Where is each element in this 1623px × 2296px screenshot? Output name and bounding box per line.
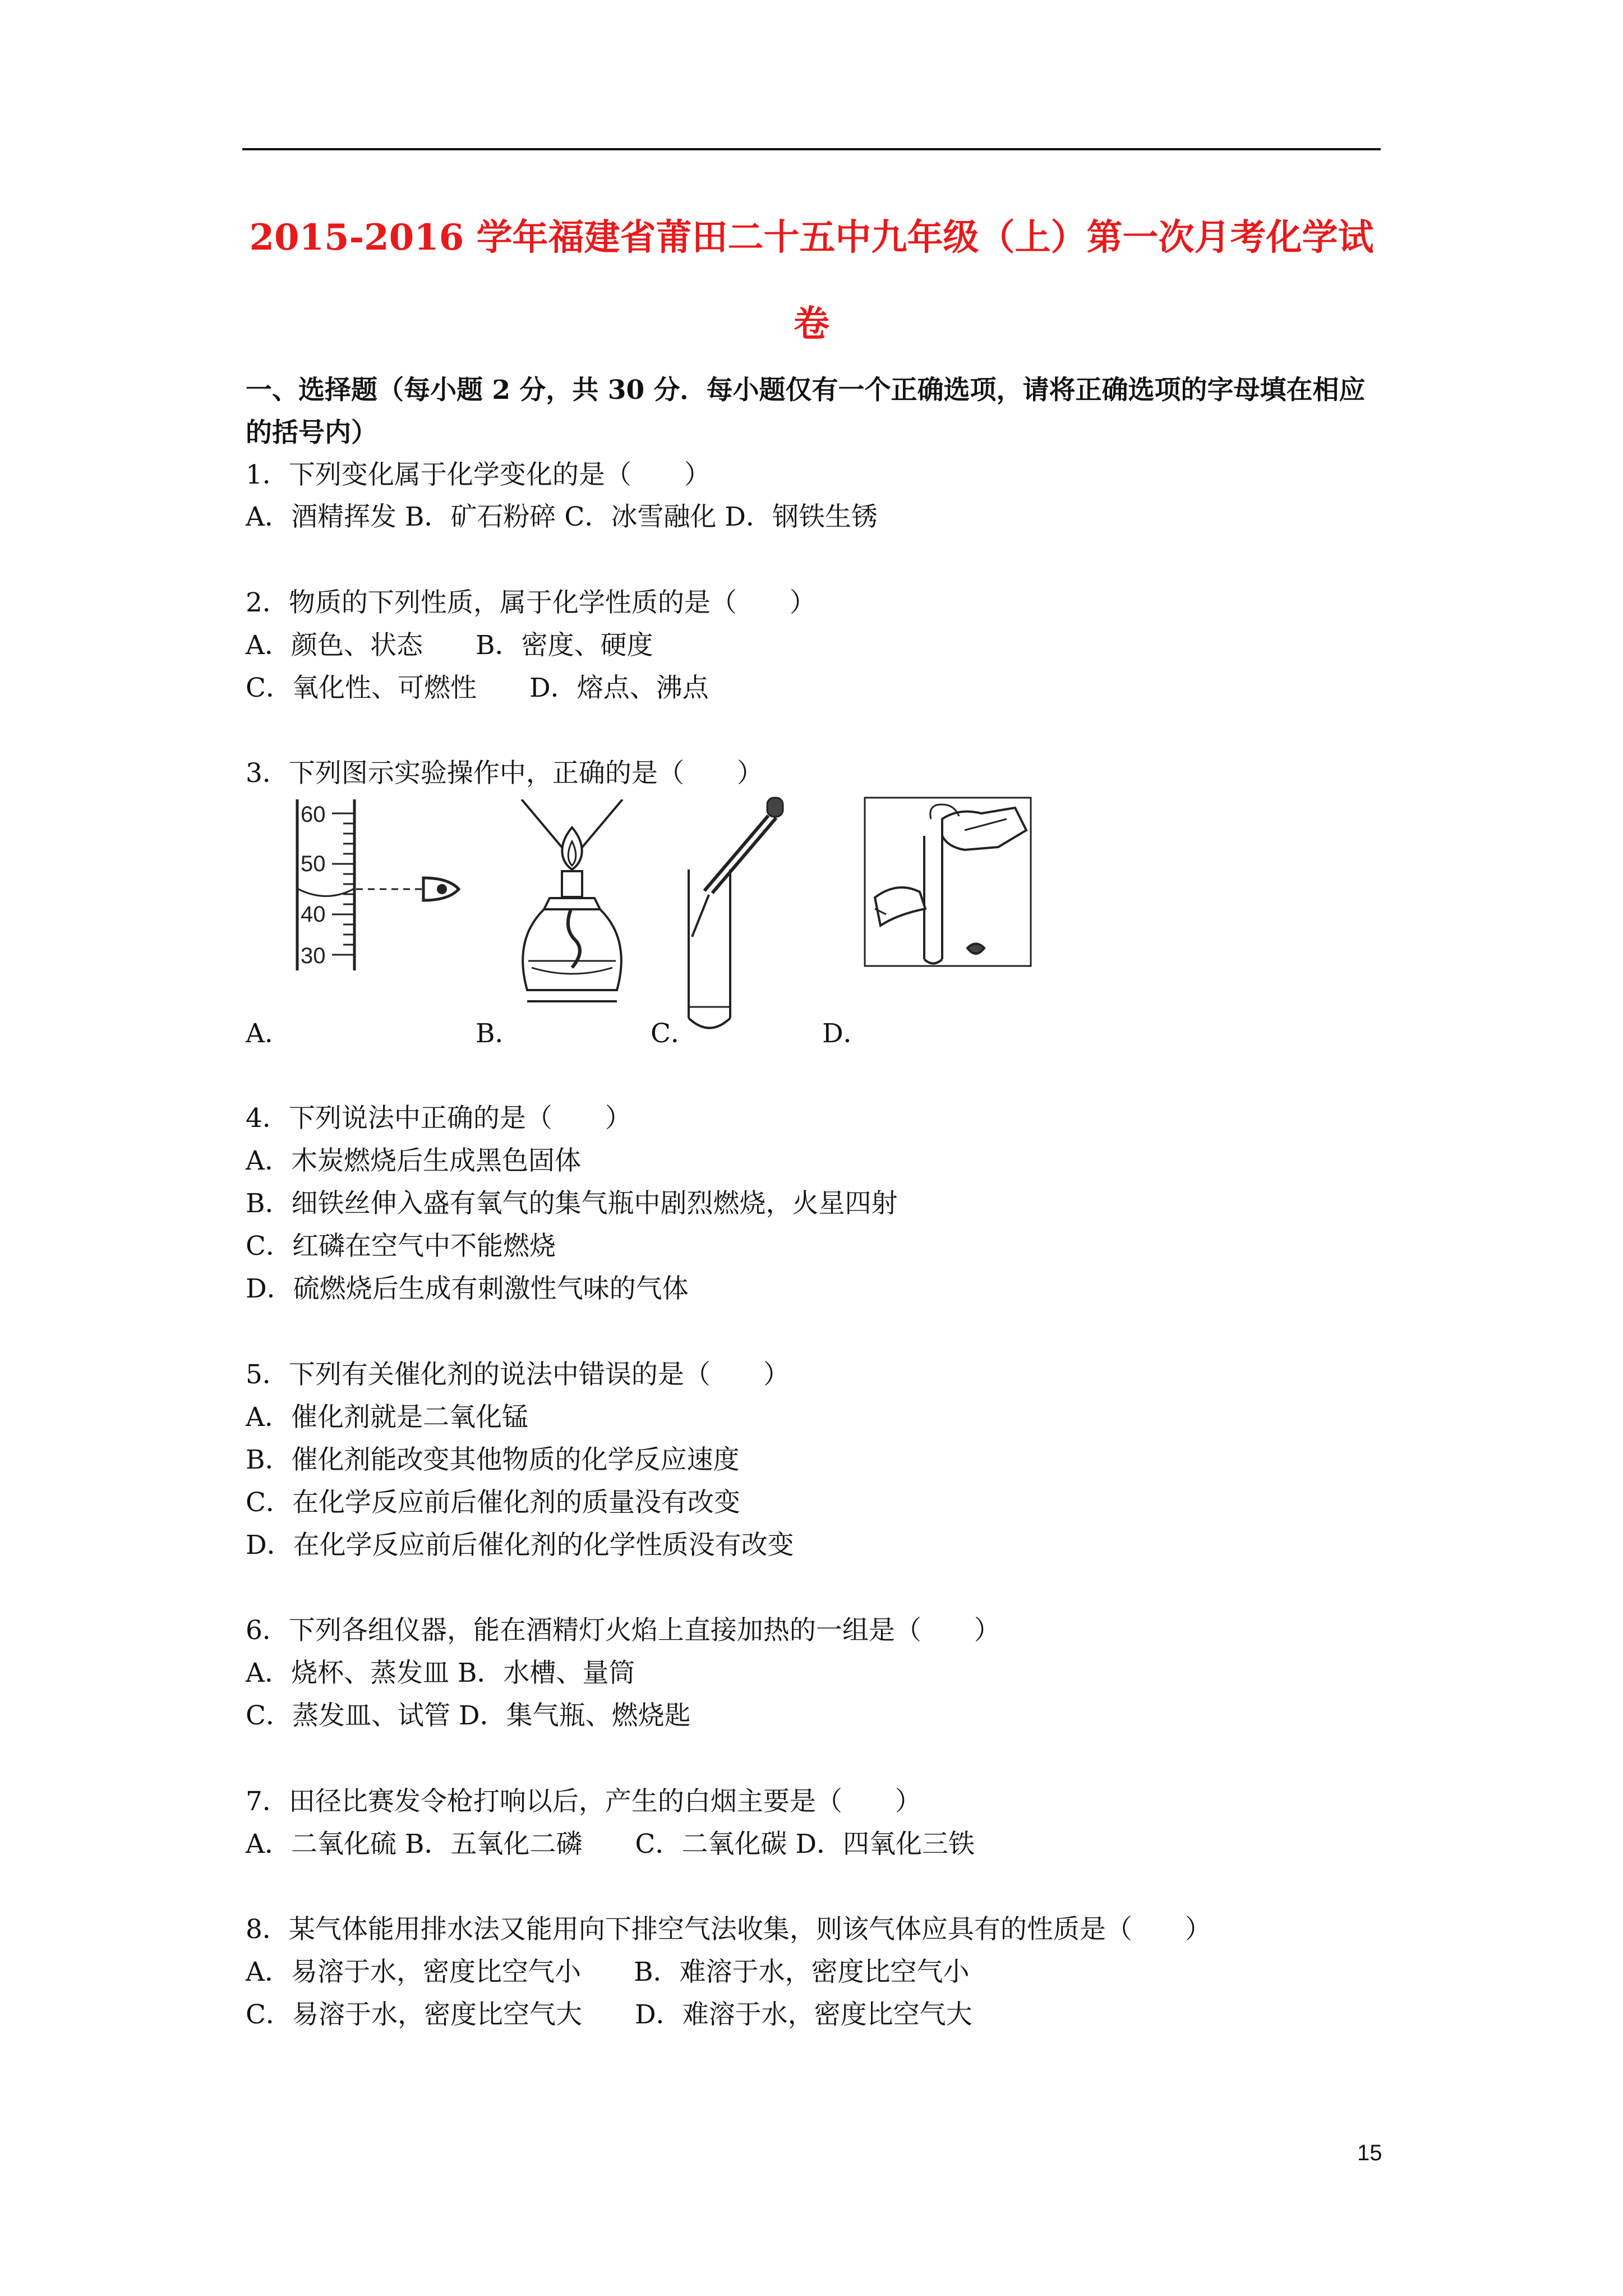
question-4-option-a: A．木炭燃烧后生成黑色固体 — [246, 1145, 581, 1176]
question-6-stem: 6．下列各组仪器，能在酒精灯火焰上直接加热的一组是（ ） — [246, 1615, 1000, 1646]
question-8-options-cd: C．易溶于水，密度比空气大 D．难溶于水，密度比空气大 — [246, 1999, 972, 2030]
figure-dropper-test-tube — [684, 797, 791, 1032]
question-3-option-a: A． — [246, 1018, 291, 1049]
question-3-option-d: D． — [822, 1018, 870, 1049]
question-2-stem: 2．物质的下列性质，属于化学性质的是（ ） — [246, 587, 816, 618]
question-4-option-d: D．硫燃烧后生成有刺激性气味的气体 — [246, 1273, 689, 1304]
question-3-option-b: B． — [476, 1018, 522, 1049]
question-3-stem: 3．下列图示实验操作中，正确的是（ ） — [246, 758, 763, 789]
exam-title-line1: 2015-2016 学年福建省莆田二十五中九年级（上）第一次月考化学试 — [249, 217, 1374, 259]
exam-title-line2: 卷 — [794, 303, 829, 345]
question-5-option-b: B．催化剂能改变其他物质的化学反应速度 — [246, 1444, 740, 1475]
question-3-option-c: C． — [651, 1018, 697, 1049]
question-2-options-ab: A．颜色、状态 B．密度、硬度 — [246, 630, 653, 661]
question-6-options-cd: C．蒸发皿、试管 D．集气瓶、燃烧匙 — [246, 1700, 691, 1731]
tick-label-30: 30 — [301, 944, 326, 968]
tick-label-50: 50 — [301, 852, 326, 876]
question-6-options-ab: A．烧杯、蒸发皿 B．水槽、量筒 — [246, 1658, 635, 1688]
tick-label-40: 40 — [301, 902, 326, 927]
question-4-option-b: B．细铁丝伸入盛有氧气的集气瓶中剧烈燃烧，火星四射 — [246, 1188, 898, 1219]
tick-label-60: 60 — [301, 802, 326, 827]
question-7-stem: 7．田径比赛发令枪打响以后，产生的白烟主要是（ ） — [246, 1786, 921, 1817]
section-heading: 一、选择题（每小题 2 分，共 30 分．每小题仅有一个正确选项，请将正确选项的字母填在相应的括号内） — [246, 375, 1366, 448]
figure-alcohol-lamp — [516, 799, 628, 1013]
figure-graduated-cylinder — [280, 799, 465, 970]
question-8-stem: 8．某气体能用排水法又能用向下排空气法收集，则该气体应具有的性质是（ ） — [246, 1914, 1211, 1945]
question-5-option-d: D．在化学反应前后催化剂的化学性质没有改变 — [246, 1530, 794, 1561]
page-number: 15 — [1357, 2141, 1382, 2165]
question-2-options-cd: C．氧化性、可燃性 D．熔点、沸点 — [246, 673, 709, 703]
question-1-options: A．酒精挥发 B．矿石粉碎 C．冰雪融化 D．钢铁生锈 — [246, 501, 878, 532]
question-7-options: A．二氧化硫 B．五氧化二磷 C．二氧化碳 D．四氧化三铁 — [246, 1829, 975, 1860]
question-4-stem: 4．下列说法中正确的是（ ） — [246, 1103, 631, 1134]
question-5-stem: 5．下列有关催化剂的说法中错误的是（ ） — [246, 1359, 790, 1390]
question-5-option-a: A．催化剂就是二氧化锰 — [246, 1402, 528, 1433]
figure-pouring-liquid — [864, 797, 1032, 968]
question-5-option-c: C．在化学反应前后催化剂的质量没有改变 — [246, 1487, 740, 1518]
question-8-options-ab: A．易溶于水，密度比空气小 B．难溶于水，密度比空气小 — [246, 1957, 970, 1987]
question-1-stem: 1．下列变化属于化学变化的是（ ） — [246, 459, 711, 490]
question-4-option-c: C．红磷在空气中不能燃烧 — [246, 1231, 556, 1262]
header-rule — [242, 148, 1381, 150]
